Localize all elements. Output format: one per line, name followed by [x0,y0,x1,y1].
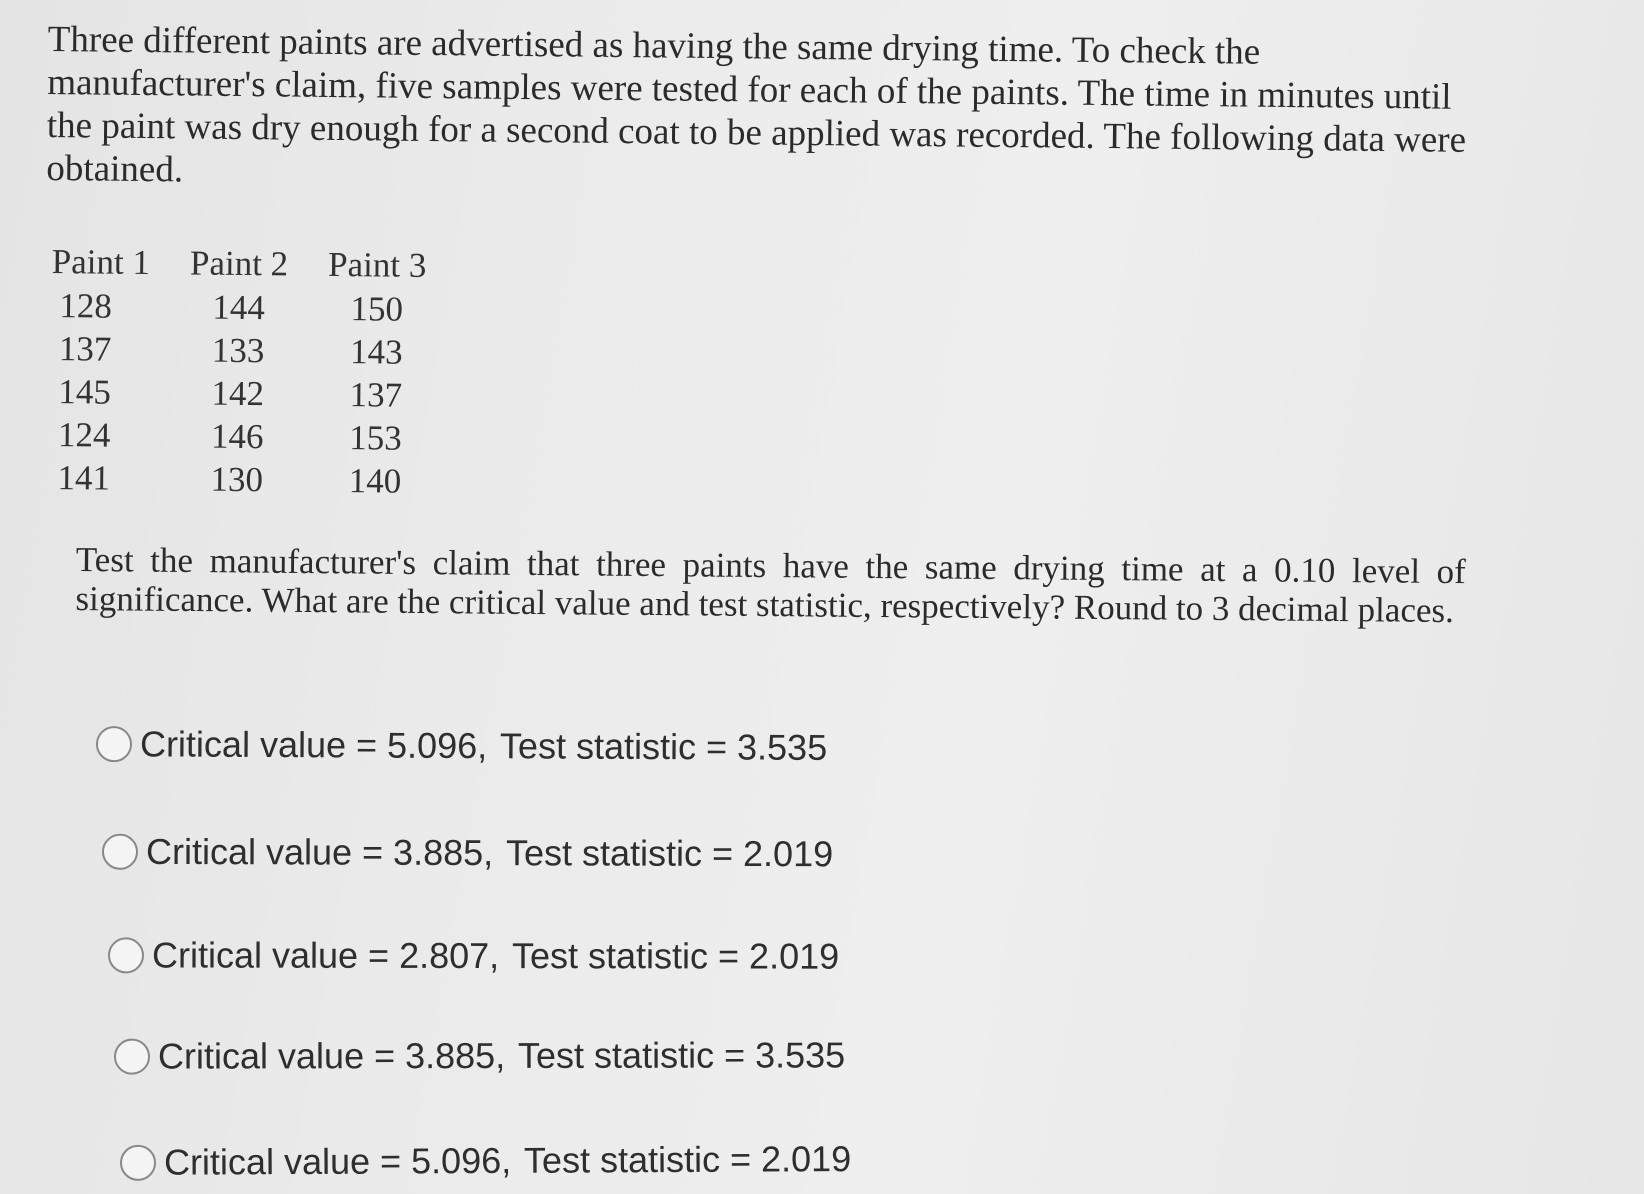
critical-value-text: Critical value = 3.885, [145,830,494,874]
radio-button[interactable] [114,1039,150,1075]
test-statistic-text: Test statistic = 3.535 [517,1034,846,1076]
question-text: Test the manufacturer's claim that three paints have the same drying time at a 0.10 level of significance. What are the critical value and test statistic, respectively? Round to 3 decimal places. [75,540,1466,631]
table-header-paint-2: Paint 2 [189,243,289,284]
table-cell: 146 [210,416,264,456]
radio-button[interactable] [102,834,138,870]
table-cell: 128 [59,285,113,326]
radio-button[interactable] [96,726,132,762]
table-cell: 142 [211,373,265,413]
radio-button[interactable] [120,1145,156,1181]
answer-option-1[interactable] [96,723,827,769]
table-cell: 137 [349,374,403,415]
answer-option-5[interactable] [120,1138,851,1184]
table-cell: 130 [210,459,264,499]
table-cell: 124 [57,414,111,455]
table-cell: 153 [348,417,402,458]
table-cell: 143 [349,331,403,372]
critical-value-text: Critical value = 5.096, [163,1139,512,1183]
table-header-paint-3: Paint 3 [327,244,427,285]
table-cell: 141 [57,457,111,498]
test-statistic-text: Test statistic = 2.019 [511,935,840,977]
critical-value-text: Critical value = 5.096, [139,723,488,767]
critical-value-text: Critical value = 3.885, [157,1034,506,1077]
table-cell: 144 [212,287,266,327]
table-cell: 140 [348,460,402,501]
test-statistic-text: Test statistic = 2.019 [505,832,834,875]
answer-option-3[interactable] [108,934,839,977]
problem-intro: Three different paints are advertised as having the same drying time. To check the manufacturer's claim, five samples were tested for each of the paints. The time in minutes until the paint was dry enough for a second coat to be applied was recorded. The following data were obtained. [46,18,1467,191]
critical-value-text: Critical value = 2.807, [151,934,500,977]
radio-button[interactable] [108,937,144,973]
table-header-paint-1: Paint 1 [51,241,151,283]
answer-option-2[interactable] [102,831,833,876]
test-statistic-text: Test statistic = 3.535 [499,725,828,768]
table-cell: 133 [211,330,265,370]
table-cell: 137 [58,328,112,369]
table-cell: 150 [350,288,404,329]
answer-option-4[interactable] [114,1034,845,1077]
table-cell: 145 [58,371,112,412]
test-statistic-text: Test statistic = 2.019 [523,1138,852,1181]
